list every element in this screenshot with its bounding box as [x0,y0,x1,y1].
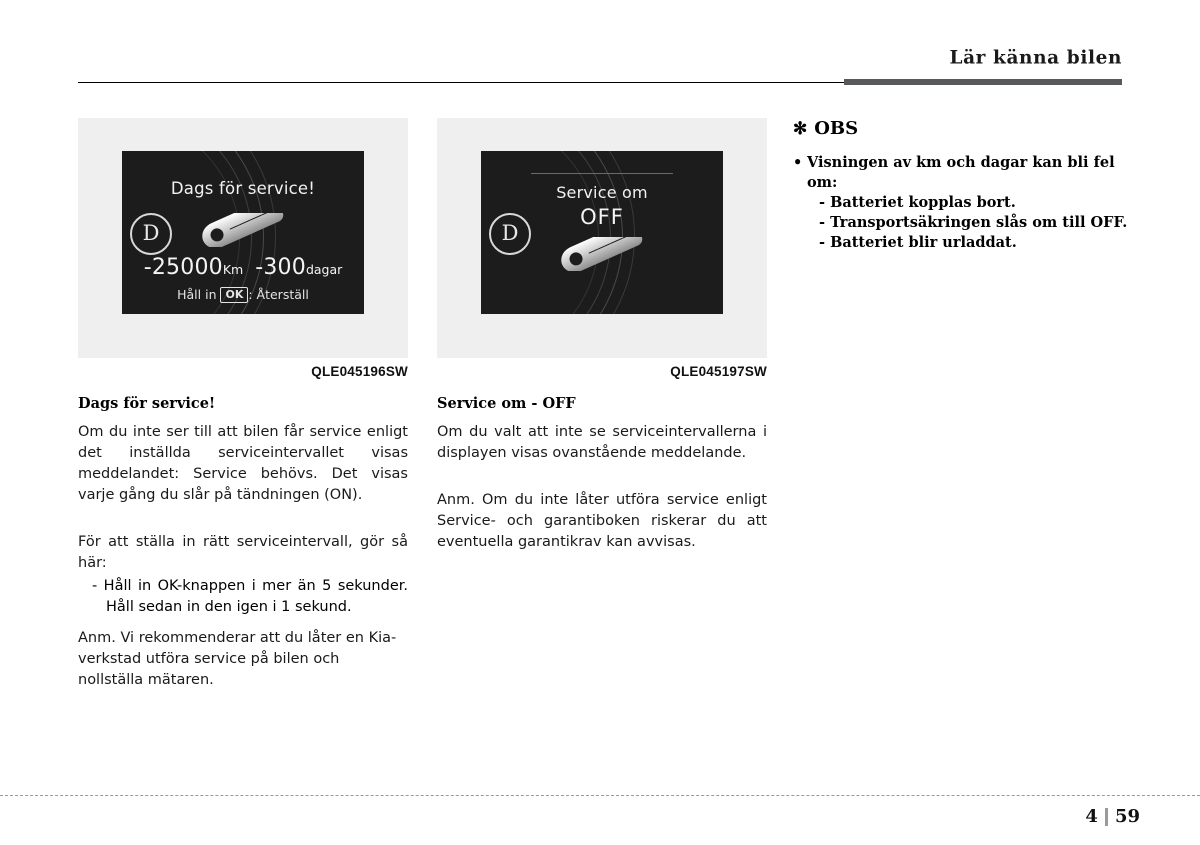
page-number [1085,806,1140,827]
hold-hint-suffix: : Återställ [248,287,309,302]
figure-code-2: QLE045197SW [670,364,767,379]
note-heading [793,118,1128,139]
section-paragraph: Om du inte ser till att bilen får service enligt det inställda serviceintervallet visas meddelandet: Service behövs. Det visas varje gång du slår på tändningen (ON). [78,424,408,503]
days-value: -300 [255,255,306,280]
page-number-separator [1105,808,1108,826]
section-paragraph: Om du valt att inte se serviceintervallerna i displayen visas ovanstående meddelande. [437,424,767,461]
note-sub-item: - Transportsäkringen slås om till OFF. [819,214,1128,231]
column-middle [437,118,767,553]
wrench-icon [559,237,645,275]
section-paragraph: Anm. Om du inte låter utföra service enligt Service- och garantiboken riskerar du att eventuella garantikrav kan avvisas. [437,492,767,550]
bullet-marker: • [793,154,803,171]
distance-unit: Km [222,262,244,277]
header-accent-bar [844,79,1122,85]
distance-value: -25000 [143,255,223,280]
figure-service-due [78,118,408,358]
column-right-notes [793,118,1128,253]
section-note: Anm. Vi rekommenderar att du låter en Kia-verkstad utföra service på bilen och nollställa mätaren. [78,630,397,688]
asterisk-icon: ✻ [793,119,808,139]
page-number-value: 59 [1114,806,1140,827]
ok-key-badge: OK [220,287,248,303]
figure-code-1: QLE045196SW [311,364,408,379]
chapter-number: 4 [1085,806,1098,827]
gear-indicator-d: D [130,213,172,255]
section-paragraph: För att ställa in rätt serviceintervall, gör så här: [78,534,408,571]
cluster-display-1 [122,151,364,314]
section-heading-1: Dags för service! [78,395,216,412]
days-unit: dagar [305,262,343,277]
figure-service-off [437,118,767,358]
display-readout [122,255,364,280]
wrench-icon [200,213,286,251]
cluster-display-2 [481,151,723,314]
display-separator [531,173,673,174]
display-hint [122,287,364,303]
note-bullet-item [793,153,1128,193]
note-sub-item: - Batteriet blir urladdat. [819,234,1017,251]
note-bullet-text: Visningen av km och dagar kan bli fel om: [807,154,1115,191]
note-title: OBS [814,118,859,139]
page-title: Lär känna bilen [949,47,1122,69]
display-message-value: OFF [580,205,624,229]
section-bullet: - Håll in OK-knappen i mer än 5 sekunder. Håll sedan in den igen i 1 sekund. [92,578,408,615]
page-header [0,30,1200,70]
gear-indicator-d: D [489,213,531,255]
display-message-title: Dags för service! [170,179,316,198]
footer-divider [0,795,1200,796]
note-sub-item: - Batteriet kopplas bort. [819,194,1016,211]
section-heading-2: Service om - OFF [437,395,576,412]
column-left [78,118,408,691]
hold-hint-prefix: Håll in [177,287,217,302]
display-message-title: Service om [556,183,648,202]
